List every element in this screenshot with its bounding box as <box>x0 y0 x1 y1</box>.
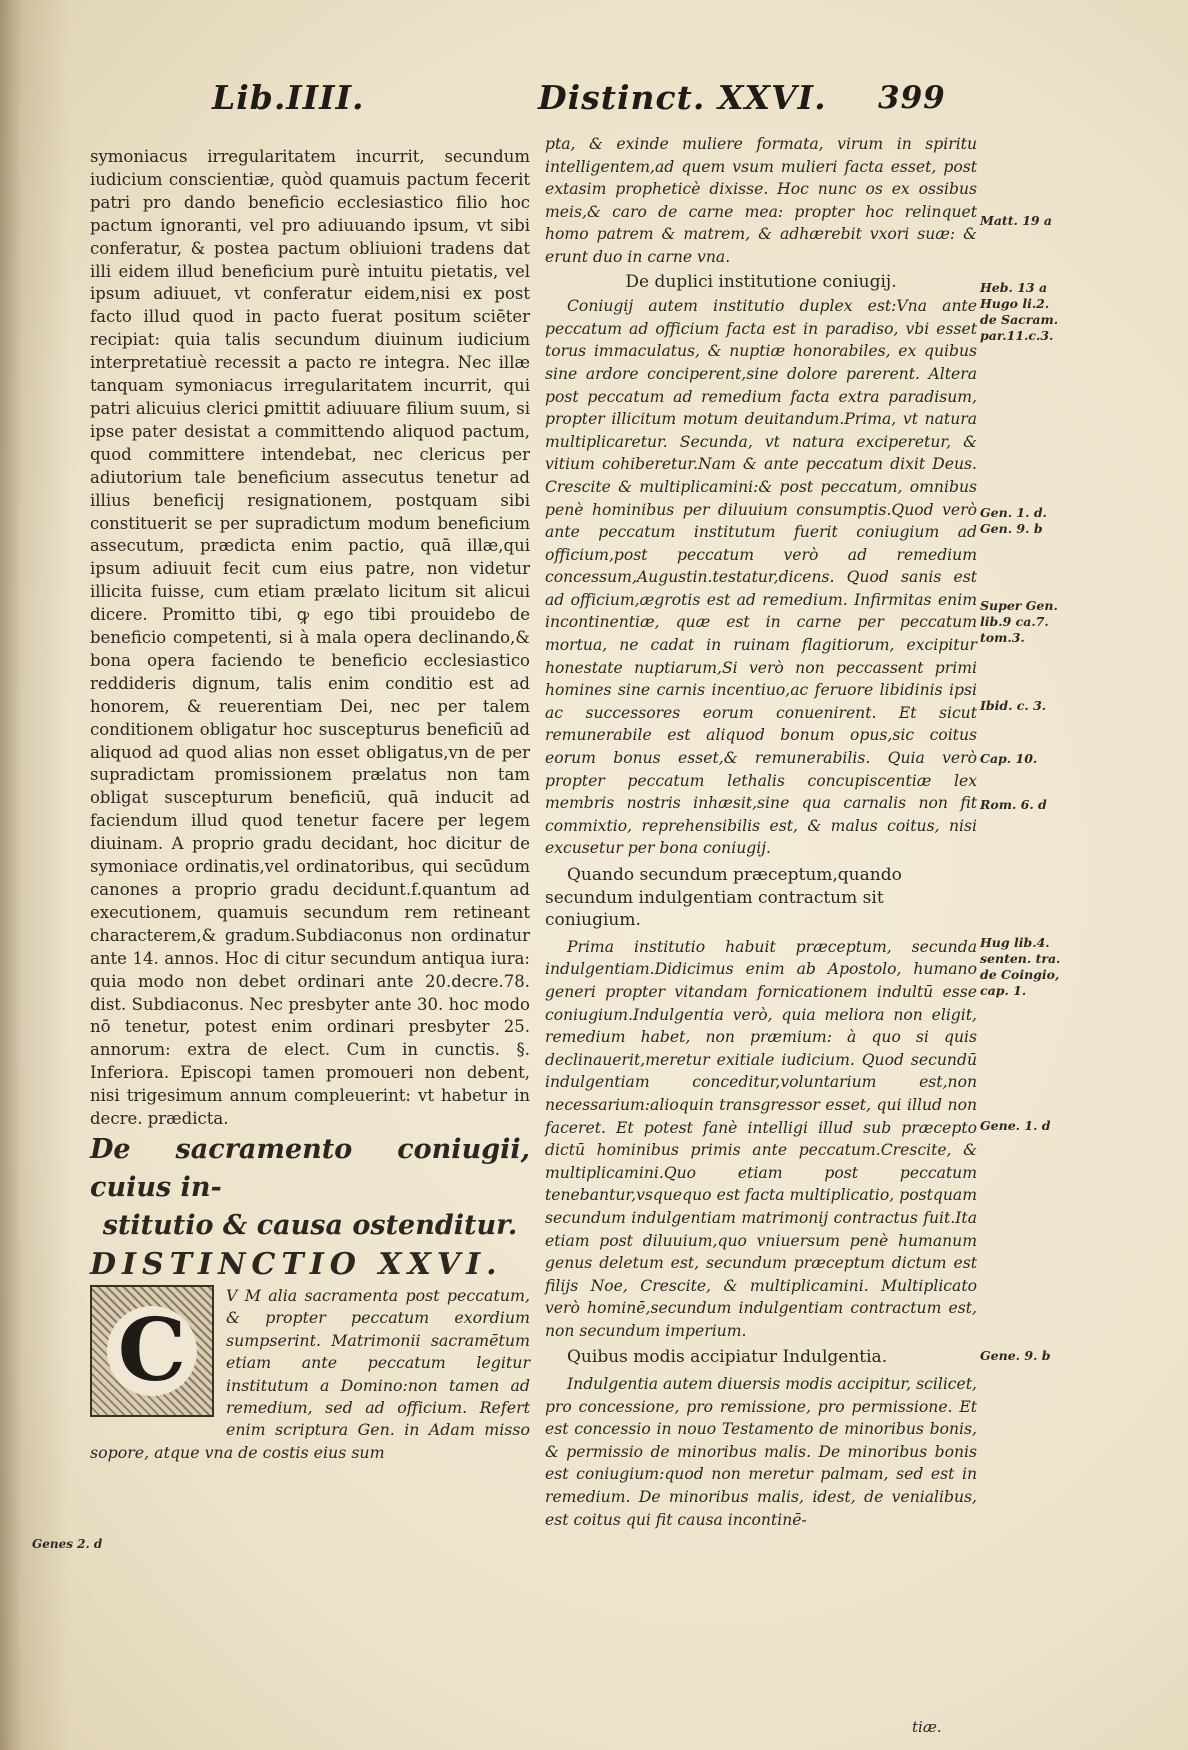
header-distinction: Distinct. XXVI. <box>538 78 827 117</box>
margin-note: Matt. 19 a <box>980 213 1053 228</box>
section-title-line1: De sacramento coniugii, cuius in- <box>90 1133 530 1203</box>
subheading-2: Quando secundum præceptum,quando secundum indulgentiam contractum sit coniugium. <box>545 865 902 931</box>
subheading-3: Quibus modis accipiatur Indulgentia. <box>567 1347 888 1368</box>
right-paragraph-2: Coniugij autem institutio duplex est:Vna ante peccatum ad officium facta est in paradiso, vbi esset torus immaculatus, & nuptiæ honorabiles, ex quibus sine ardore conciperent,sine dolore parerent. Altera post peccatum ad remedium facta extra paradisum, propter illicitum motum deuitandum.Prima, vt natura multiplicaretur. Secunda, vt natura exciperetur, & vitium cohiberetur.Nam & ante peccatum dixit Deus. Crescite & multiplicamini:& post peccatum, omnibus penè hominibus per diluuium consumptis.Quod verò ante peccatum institutum fuerit coniugium ad officium,post peccatum verò ad remedium concessum,Augustin.testatur,dicens. Quod sanis est ad officium,ægrotis est ad remedium. Infirmitas enim incontinentiæ, quæ est in carne per peccatum mortua, ne cadat in ruinam flagitiorum, excipitur honestate nuptiarum,Si verò non peccassent primi homines sine carnis incentiuo,ac feruore libidinis ipsi ac successores eorum conuenirent. Et sicut remunerabile est aliquod bonum opus,sic coitus eorum bonus esset,& remunerabilis. Quia verò propter peccatum lethalis concupiscentiæ lex membris nostris inhæsit,sine qua carnalis non fit commixtio, reprehensibilis est, & malus coitus, nisi excusetur per bona coniugij. <box>545 297 977 858</box>
margin-note: Super Gen. lib.9 ca.7. tom.3. <box>980 598 1058 645</box>
right-column <box>545 133 977 1531</box>
distinction-heading: DISTINCTIO XXVI. <box>90 1246 503 1282</box>
decorated-initial-icon <box>90 1285 214 1417</box>
right-paragraph-4: Indulgentia autem diuersis modis accipitur, scilicet, pro concessione, pro remissione, pro permissione. Et est concessio in nouo Testamento de minoribus bonis, & permissio de minoribus malis. De minoribus bonis est coniugium:quod non meretur palmam, sed est in remedium. De minoribus malis, idest, de venialibus, est coitus qui fit causa incontinē- <box>545 1375 977 1529</box>
margin-note: Cap. 10. <box>980 751 1038 766</box>
section-title-line2: stitutio & causa ostenditur. <box>102 1209 518 1241</box>
margin-note: Hug lib.4. senten. tra. de Coingio, cap. 1. <box>980 935 1061 998</box>
page-number: 399 <box>878 80 946 116</box>
right-paragraph-1: pta, & exinde muliere formata, virum in spiritu intelligentem,ad quem vsum mulieri facta esset, post extasim propheticè dixisse. Hoc nunc os ex ossibus meis,& caro de carne mea: propter hoc relinquet homo patrem & matrem, & adhærebit vxori suæ: & erunt duo in carne vna. <box>545 135 977 266</box>
margin-note: Heb. 13 a Hugo li.2. de Sacram. par.11.c.3. <box>980 280 1059 343</box>
margin-note: Ibid. c. 3. <box>980 698 1047 713</box>
margin-note: Rom. 6. d <box>980 797 1047 812</box>
left-margin-note: Genes 2. d <box>32 1537 103 1551</box>
right-paragraph-3: Prima institutio habuit præceptum, secunda indulgentiam.Didicimus enim ab Apostolo, humano generi propter vitandam fornicationem indultū esse coniugium.Indulgentia verò, quia meliora non eligit, remedium habet, non præmium: à quo si quis declinauerit,meretur exitiale iudicium. Quod secundū indulgentiam conceditur,voluntarium est,non necessarium:alioquin transgressor esset, qui illud non faceret. Et potest fanè intelligi illud sub præcepto dictū hominibus primis ante peccatum.Crescite, & multiplicamini.Quo etiam post peccatum tenebantur,vsquequo est facta multiplicatio, postquam secundum indulgentiam matrimonij contractus fuit.Ita etiam post diluuium,quo vniuersum penè humanum genus deletum est, secundum præceptum dictum est filijs Noe, Crescite, & multiplicamini. Multiplicato verò hominē,secundum indulgentiam contractum est, non secundum imperium. <box>545 937 977 1340</box>
initial-letter: C <box>107 1306 197 1396</box>
header-book: Lib.IIII. <box>212 78 365 117</box>
catchword: tiæ. <box>912 1718 942 1736</box>
left-column <box>90 146 530 1464</box>
left-paragraph: symoniacus irregularitatem incurrit, secundum iudicium conscientiæ, quòd quamuis pactum fecerit patri pro dando beneficio ecclesiastico filio hoc pactum ignoranti, vel pro adiuuando ipsum, vt sibi conferatur, & postea pactum obliuioni tradens dat illi eidem illud beneficium purè intuitu pietatis, vel ipsum adiuuet, vt conferatur eidem,nisi ex post facto illud quod in pacto fuerat positum sciēter recipiat: quia talis secundum diuinum iudicium interpretatiuè recessit a pacto re integra. Nec illæ tanquam symoniacus irregularitatem incurrit, qui patri alicuius clerici ꝑmittit adiuuare filium suum, si ipse pater desistat a committendo aliquod pactum, quod committere intendebat, nec clericus per adiutorium tale beneficium assecutus tenetur ad illius beneficij resignationem, postquam sibi constituerit se per supradictum modum beneficium assecutum, prædicta enim pactio, quā illæ,qui ipsum adiuuit fecit cum eius patre, non videtur illicita fuisse, cum etiam prælato licitum sit alicui dicere. Promitto tibi, ꝙ ego tibi prouidebo de beneficio competenti, si à mala opera declinando,& bona opera faciendo te beneficio ecclesiastico reddideris dignum, talis enim conditio est ad honorem, & reuerentiam Dei, nec per talem conditionem obligatur hoc suscepturus beneficiū ad aliquod ad quod alias non esset obligatus,vn de per supradictam promissionem prælatus non tam obligat suscepturum beneficiū, quā inducit ad faciendum illud quod tenetur facere per legem diuinam. A proprio gradu decidant, hoc dicitur de symoniace ordinatis,vel ordinatoribus, qui secūdum canones a proprio gradu decidunt.f.quantum ad executionem, quamuis secundum rem retineant characterem,& gradum.Subdiaconus non ordinatur ante 14. annos. Hoc di citur secundum antiqua iura: quia modo non debet ordinari ante 20.decre.78. dist. Subdiaconus. Nec presbyter ante 30. hoc modo nō tenetur, potest enim ordinari presbyter 25. annorum: extra de elect. Cum in cunctis. §. Inferiora. Episcopi tamen promoueri non debent, nisi trigesimum annum compleuerint: vt habetur in decre. prædicta. <box>90 147 530 1129</box>
margin-note: Gene. 1. d <box>980 1118 1051 1133</box>
margin-note: Gen. 1. d. Gen. 9. b <box>980 505 1047 536</box>
margin-note: Gene. 9. b <box>980 1348 1051 1363</box>
running-header <box>0 78 1188 128</box>
subheading-1: De duplici institutione coniugij. <box>625 271 897 292</box>
opening-text: V M alia sacramenta post peccatum, & propter peccatum exordium sumpserint. Matrimonii sacramētum etiam ante peccatum legitur institutum a Domino:non tamen ad remedium, sed ad officium. Refert enim scriptura Gen. in Adam misso sopore, atque vna de costis eius sum <box>90 1285 530 1462</box>
opening-paragraph <box>90 1285 530 1464</box>
